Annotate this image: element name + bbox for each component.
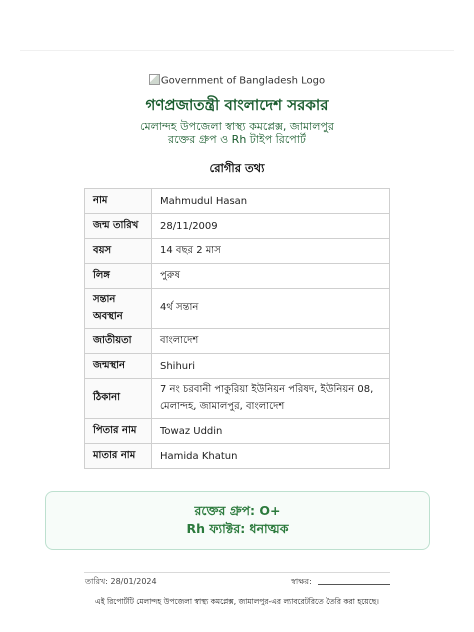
government-logo — [0, 75, 474, 87]
table-row — [85, 289, 390, 329]
row-value: Towaz Uddin — [152, 419, 390, 444]
row-label: লিঙ্গ — [85, 264, 152, 289]
row-value: Mahmudul Hasan — [152, 189, 390, 214]
row-value: পুরুষ — [152, 264, 390, 289]
row-value: বাংলাদেশ — [152, 329, 390, 354]
row-label: জন্ম তারিখ — [85, 214, 152, 239]
logo-alt-text: Government of Bangladesh Logo — [160, 75, 326, 87]
row-label: নাম — [85, 189, 152, 214]
report-title: রক্তের গ্রুপ ও Rh টাইপ রিপোর্ট — [168, 133, 306, 146]
row-value: Hamida Khatun — [152, 444, 390, 469]
table-row — [85, 419, 390, 444]
row-label: জন্মস্থান — [85, 354, 152, 379]
broken-image-icon — [149, 74, 160, 85]
table-row — [85, 329, 390, 354]
patient-info-heading: রোগীর তথ্য — [209, 161, 265, 175]
signature-line — [318, 584, 390, 585]
row-label: মাতার নাম — [85, 444, 152, 469]
blood-group-result-box — [45, 491, 430, 550]
row-value: 4র্থ সন্তান — [152, 289, 390, 329]
table-row — [85, 214, 390, 239]
row-label: সন্তান অবস্থান — [85, 289, 152, 329]
row-label: ঠিকানা — [85, 379, 152, 419]
row-label: পিতার নাম — [85, 419, 152, 444]
report-date: তারিখ: 28/01/2024 — [85, 577, 157, 586]
patient-info-table — [84, 188, 390, 469]
government-title: গণপ্রজাতন্ত্রী বাংলাদেশ সরকার — [145, 96, 329, 114]
row-value: 7 নং চরবানী পাকুরিয়া ইউনিয়ন পরিষদ, ইউনিয়ন 08, মেলান্দহ, জামালপুর, বাংলাদেশ — [152, 379, 390, 419]
row-label: জাতীয়তা — [85, 329, 152, 354]
facility-name: মেলান্দহ উপজেলা স্বাস্থ্য কমপ্লেক্স, জামালপুর — [140, 120, 334, 133]
table-row — [85, 354, 390, 379]
row-value: 28/11/2009 — [152, 214, 390, 239]
footer-divider — [84, 572, 390, 573]
table-row — [85, 264, 390, 289]
table-row — [85, 239, 390, 264]
table-row — [85, 379, 390, 419]
table-row — [85, 444, 390, 469]
row-value: 14 বছর 2 মাস — [152, 239, 390, 264]
signature-label: স্বাক্ষর: — [291, 577, 312, 586]
rh-factor-value: Rh ফ্যাক্টর: ধনাত্মক — [186, 521, 289, 536]
row-value: Shihuri — [152, 354, 390, 379]
table-row — [85, 189, 390, 214]
footer-note: এই রিপোর্টটি মেলান্দহ উপজেলা স্বাস্থ্য কমপ্লেক্স, জামালপুর-এর ল্যাবরেটরিতে তৈরি করা হয়েছে। — [95, 597, 379, 606]
row-label: বয়স — [85, 239, 152, 264]
blood-group-value: রক্তের গ্রুপ: O+ — [194, 503, 281, 518]
